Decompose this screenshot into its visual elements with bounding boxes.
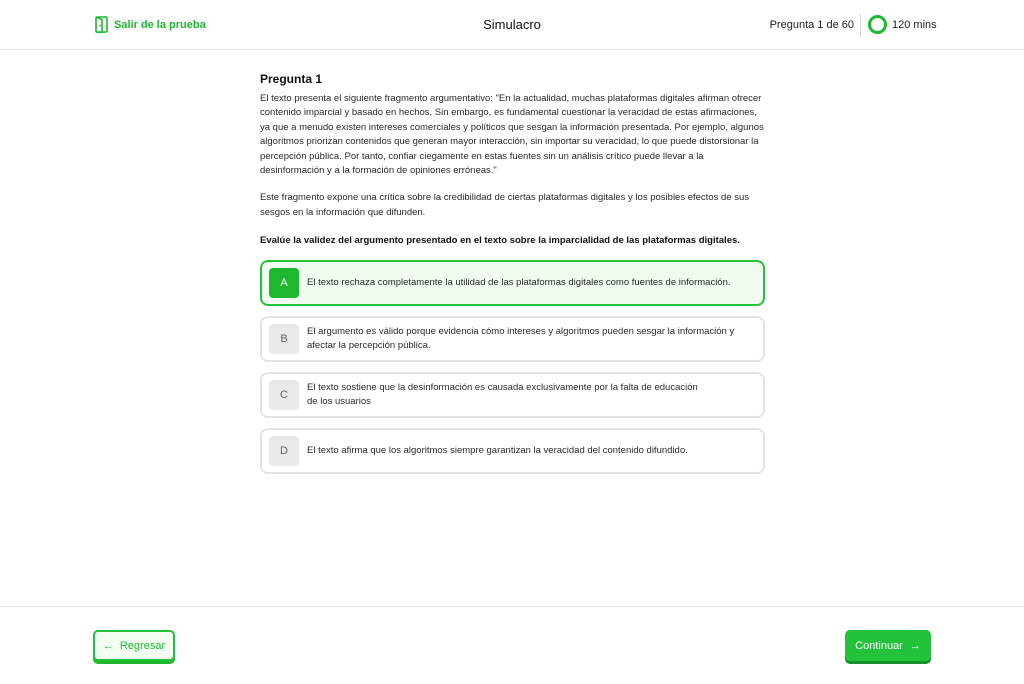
question-prompt: Evalúe la validez del argumento presentado en el texto sobre la imparcialidad de las plataformas digitales. xyxy=(260,235,740,247)
option-text: El texto rechaza completamente la utilidad de las plataformas digitales como fuentes de información. xyxy=(307,277,731,288)
continue-label: Continuar xyxy=(855,639,903,652)
option-text: El texto sostiene que la desinformación es causada exclusivamente por la falta de educación de los usuarios xyxy=(307,382,698,407)
continue-button[interactable] xyxy=(845,630,931,661)
arrow-right-icon: → xyxy=(909,639,921,652)
exit-label: Salir de la prueba xyxy=(114,18,206,31)
option-a[interactable] xyxy=(260,260,765,306)
header-divider xyxy=(860,14,861,36)
back-button[interactable] xyxy=(93,630,175,661)
timer-label: 120 mins xyxy=(892,18,937,31)
option-letter: B xyxy=(269,324,299,354)
question-paragraph-2: Este fragmento expone una crítica sobre la credibilidad de ciertas plataformas digitales y los posibles efectos de sus sesgos en la información que difunden. xyxy=(260,192,749,218)
timer-ring-icon xyxy=(868,15,887,34)
arrow-left-icon: ← xyxy=(102,639,114,652)
option-text: El argumento es válido porque evidencia cómo intereses y algoritmos pueden sesgar la información y afectar la percepción pública. xyxy=(307,326,735,351)
page-title: Simulacro xyxy=(483,17,541,32)
option-letter: D xyxy=(269,436,299,466)
option-d[interactable] xyxy=(260,428,765,474)
back-label: Regresar xyxy=(119,639,166,652)
option-c[interactable] xyxy=(260,372,765,418)
option-letter: C xyxy=(269,380,299,410)
footer-divider xyxy=(0,606,1024,607)
top-bar xyxy=(0,0,1024,50)
option-text: El texto afirma que los algoritmos siempre garantizan la veracidad del contenido difundido. xyxy=(307,445,688,456)
question-content xyxy=(260,72,766,246)
question-title: Pregunta 1 xyxy=(260,72,323,86)
question-paragraph-1: El texto presenta el siguiente fragmento argumentativo: "En la actualidad, muchas plataformas digitales afirman ofrecer contenido imparcial y basado en hechos. Sin embargo, es fundamental cuestionar la veracidad de estas afirmaciones, ya que a menudo existen intereses comerciales y políticos que sesgan la información presentada. Por ejemplo, algunos algoritmos priorizan contenidos que generan mayor interacción, sin importar su veracidad, lo que puede distorsionar la percepción pública. Por tanto, confiar ciegamente en estas fuentes sin un análisis crítico puede llevar a la desinformación y a la formación de opiniones erróneas." xyxy=(260,93,764,177)
timer xyxy=(868,15,937,34)
question-progress: Pregunta 1 de 60 xyxy=(769,19,854,31)
option-letter: A xyxy=(269,268,299,298)
option-b[interactable] xyxy=(260,316,765,362)
